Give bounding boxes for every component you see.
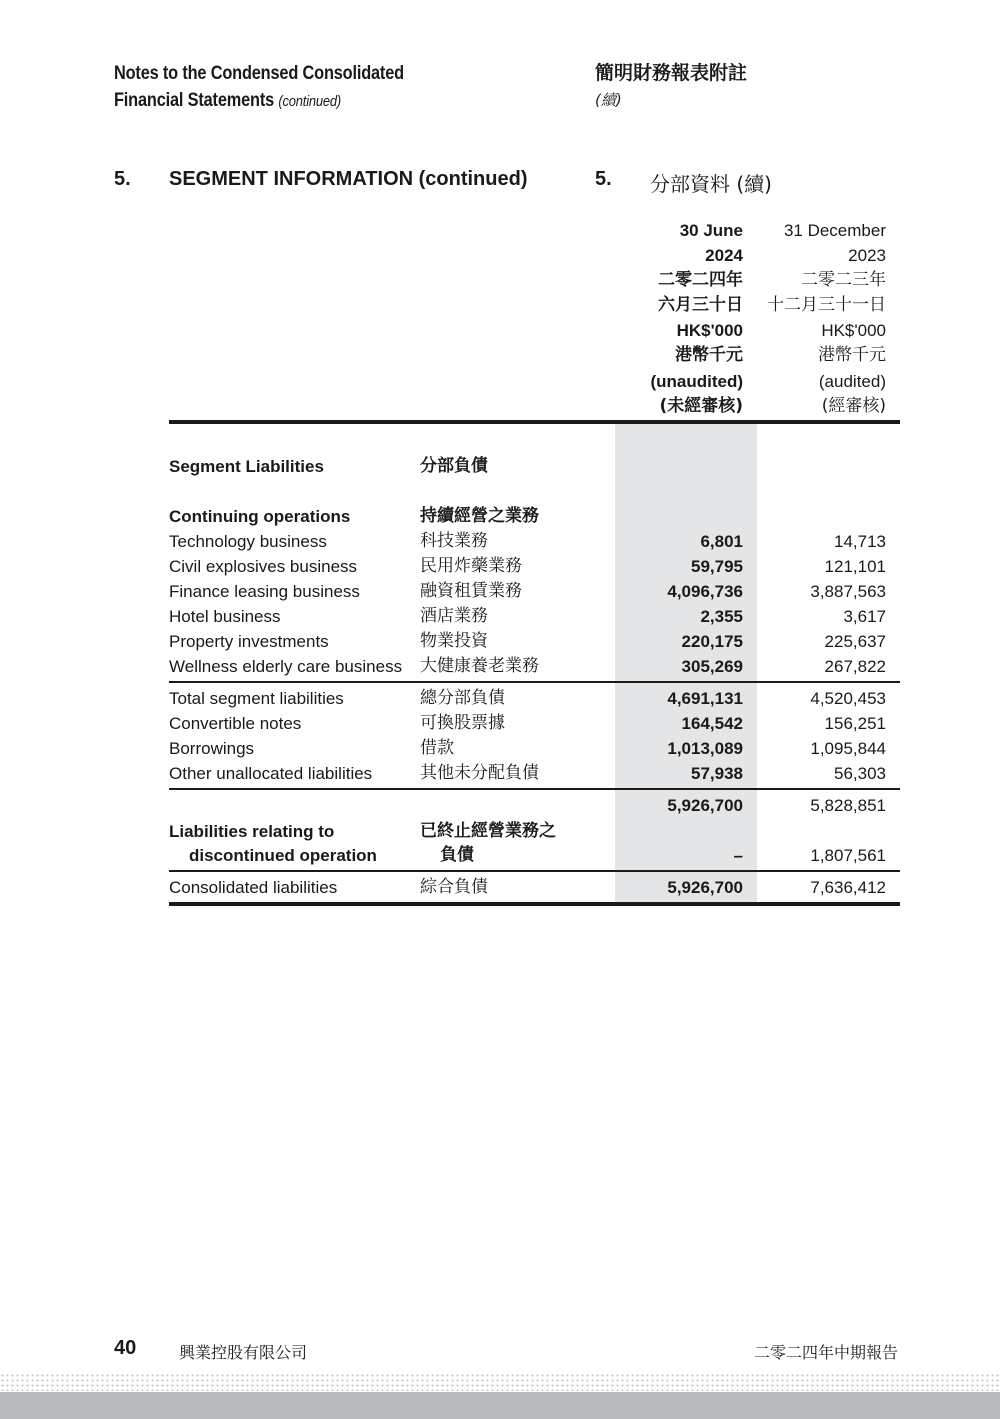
column-header-current-date: 30 June (679, 221, 743, 240)
column-header-previous-status: (audited) (818, 371, 886, 391)
row-value-previous: 267,822 (824, 657, 886, 676)
segment-liabilities-heading (0, 454, 1000, 479)
row-label-zh: 總分部負債 (420, 688, 505, 708)
header-title-en-line2: Financial Statements (114, 90, 275, 111)
column-header-current-unit: HK$'000 (676, 321, 743, 341)
continuing-operations-heading-en: Continuing operations (169, 507, 351, 526)
header-title-en-line1: Notes to the Condensed Consolidated (114, 63, 404, 84)
row-label-en: Technology business (169, 532, 327, 551)
column-header-current-year-zh: 二零二四年 (658, 270, 743, 291)
subtotal-rule (169, 788, 900, 790)
column-header-current-status: (unaudited) (650, 371, 743, 391)
column-header-current-year: 2024 (705, 246, 743, 266)
column-header-previous-year-zh: 二零二三年 (801, 270, 886, 291)
column-header-previous-year: 2023 (848, 246, 886, 266)
row-label-zh: 物業投資 (420, 631, 488, 651)
column-header-previous-unit-zh: 港幣千元 (818, 345, 886, 366)
bottom-bar (0, 1392, 1000, 1419)
row-value-previous: 14,713 (834, 532, 886, 551)
row-value-previous: 156,251 (824, 714, 886, 733)
header-title-zh-line1: 簡明財務報表附註 (595, 62, 748, 84)
table-row (0, 529, 1000, 554)
table-top-rule (169, 420, 900, 424)
row-value-current: 164,542 (681, 714, 743, 733)
header-title-en (114, 60, 404, 115)
row-value-current: 57,938 (691, 764, 743, 783)
row-label-zh: 可換股票據 (420, 713, 505, 733)
row-label-en: Other unallocated liabilities (169, 764, 373, 783)
row-value-current: 59,795 (691, 557, 743, 576)
row-value-current: 6,801 (700, 532, 743, 551)
table-row (0, 736, 1000, 761)
section-number-en: 5. (114, 168, 131, 190)
consolidated-rule (169, 870, 900, 872)
row-label-en: Convertible notes (169, 714, 302, 733)
continuing-operations-heading (0, 504, 1000, 529)
row-label-zh: 科技業務 (420, 531, 488, 551)
table-row (0, 604, 1000, 629)
subtotal-row (0, 793, 1000, 818)
column-header-current-status-zh: (未經審核) (659, 395, 743, 416)
discontinued-row-line1 (0, 819, 1000, 844)
column-header-previous-date-zh: 十二月三十一日 (767, 295, 886, 316)
table-row (0, 761, 1000, 786)
consolidated-row (0, 875, 1000, 900)
column-header-previous-status-zh: (經審核) (821, 395, 886, 416)
discontinued-label-zh-line1: 已終止經營業務之 (420, 821, 556, 841)
section-title-en: SEGMENT INFORMATION (continued) (169, 168, 528, 190)
section-title-zh: 分部資料 (續) (650, 172, 772, 196)
table-row (0, 579, 1000, 604)
subtotal-value-current: 5,926,700 (667, 796, 743, 815)
discontinued-value-previous: 1,807,561 (810, 846, 886, 865)
row-value-current: 4,096,736 (667, 582, 743, 601)
row-label-en: Borrowings (169, 739, 255, 758)
row-label-zh: 酒店業務 (420, 606, 488, 626)
row-value-current: 4,691,131 (667, 689, 743, 708)
row-value-current: 2,355 (700, 607, 743, 626)
column-header-previous-date: 31 December (783, 221, 886, 240)
row-label-zh: 借款 (420, 738, 454, 758)
column-header-previous-unit: HK$'000 (821, 321, 886, 341)
row-label-zh: 民用炸藥業務 (420, 556, 522, 576)
table-row (0, 554, 1000, 579)
consolidated-label-zh: 綜合負債 (420, 877, 488, 897)
table-row (0, 711, 1000, 736)
discontinued-label-en-line2: discontinued operation (189, 846, 377, 865)
row-value-previous: 3,887,563 (810, 582, 886, 601)
discontinued-label-en-line1: Liabilities relating to (169, 822, 335, 841)
discontinued-row (0, 843, 1000, 868)
consolidated-label-en: Consolidated liabilities (169, 878, 338, 897)
row-value-previous: 225,637 (824, 632, 886, 651)
row-value-current: 220,175 (681, 632, 743, 651)
subtotal-value-previous: 5,828,851 (810, 796, 886, 815)
row-label-en: Civil explosives business (169, 557, 358, 576)
segment-liabilities-heading-zh: 分部負債 (420, 456, 488, 476)
continuing-operations-heading-zh: 持續經營之業務 (420, 506, 539, 526)
row-label-en: Property investments (169, 632, 329, 651)
row-label-en: Wellness elderly care business (169, 657, 403, 676)
table-row (0, 686, 1000, 711)
row-label-en: Finance leasing business (169, 582, 360, 601)
column-header-current-date-zh: 六月三十日 (658, 295, 743, 316)
row-value-previous: 121,101 (824, 557, 886, 576)
row-label-en: Hotel business (169, 607, 281, 626)
row-value-current: 1,013,089 (667, 739, 743, 758)
page-number: 40 (114, 1337, 137, 1359)
column-header-previous (686, 218, 886, 419)
decorative-dot-band (0, 1373, 1000, 1391)
discontinued-value-current: – (733, 846, 743, 865)
row-label-zh: 大健康養老業務 (420, 656, 539, 676)
table-row (0, 654, 1000, 679)
row-value-previous: 56,303 (834, 764, 886, 783)
section-number-zh: 5. (595, 168, 612, 190)
row-label-en: Total segment liabilities (169, 689, 344, 708)
row-value-current: 305,269 (681, 657, 743, 676)
report-name: 二零二四年中期報告 (753, 1343, 898, 1362)
table-row (0, 629, 1000, 654)
column-header-current-unit-zh: 港幣千元 (675, 345, 743, 366)
row-label-zh: 其他未分配負債 (420, 763, 539, 783)
header-continued-zh: (續) (595, 91, 622, 109)
consolidated-value-current: 5,926,700 (667, 878, 743, 897)
header-title-zh (595, 60, 747, 114)
row-value-previous: 4,520,453 (810, 689, 886, 708)
segment-total-rule (169, 681, 900, 683)
discontinued-label-zh-line2: 負債 (440, 845, 474, 865)
consolidated-value-previous: 7,636,412 (810, 878, 886, 897)
segment-liabilities-heading-en: Segment Liabilities (169, 457, 324, 476)
header-continued-en: (continued) (278, 93, 342, 110)
company-name: 興業控股有限公司 (179, 1343, 308, 1362)
row-value-previous: 1,095,844 (810, 739, 886, 758)
row-value-previous: 3,617 (843, 607, 886, 626)
row-label-zh: 融資租賃業務 (420, 581, 522, 601)
table-bottom-rule (169, 902, 900, 906)
